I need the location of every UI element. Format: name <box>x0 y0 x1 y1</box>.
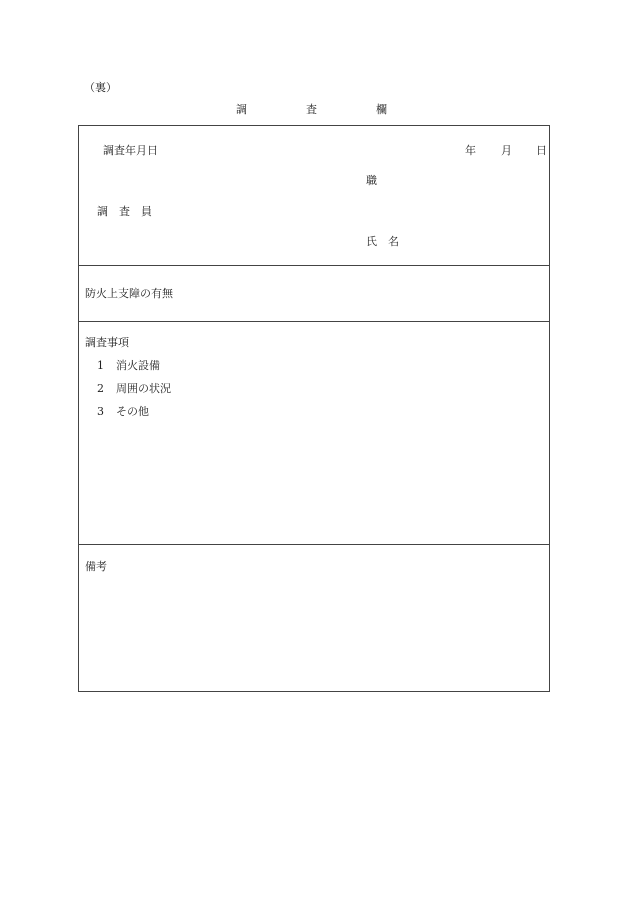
title-char-3: 欄 <box>376 103 387 116</box>
survey-items-heading: 調査事項 <box>85 336 129 349</box>
reverse-side-label: （裏） <box>84 81 117 94</box>
remarks-label: 備考 <box>85 560 107 573</box>
title-char-1: 調 <box>236 103 247 116</box>
fire-hazard-label: 防火上支障の有無 <box>85 287 173 300</box>
name-label: 氏 名 <box>366 235 399 248</box>
remarks-section <box>79 544 549 691</box>
position-label: 職 <box>366 174 377 187</box>
survey-form <box>78 125 550 692</box>
date-unit-day: 日 <box>536 144 547 157</box>
title-char-2: 査 <box>306 103 317 116</box>
surveyor-label: 調 査 員 <box>97 205 152 218</box>
date-unit-year: 年 <box>465 144 476 157</box>
fire-hazard-section <box>79 265 549 321</box>
item-number: 3 <box>97 405 104 418</box>
survey-item-1 <box>97 360 160 371</box>
survey-items-section <box>79 321 549 544</box>
item-text: 消火設備 <box>116 359 160 372</box>
item-text: その他 <box>116 405 149 418</box>
survey-date-label: 調査年月日 <box>103 144 158 157</box>
item-text: 周囲の状況 <box>116 382 171 395</box>
item-number: 1 <box>97 359 104 372</box>
survey-item-2 <box>97 383 171 394</box>
date-unit-month: 月 <box>501 144 512 157</box>
item-number: 2 <box>97 382 104 395</box>
survey-info-section <box>79 126 549 265</box>
survey-item-3 <box>97 406 149 417</box>
